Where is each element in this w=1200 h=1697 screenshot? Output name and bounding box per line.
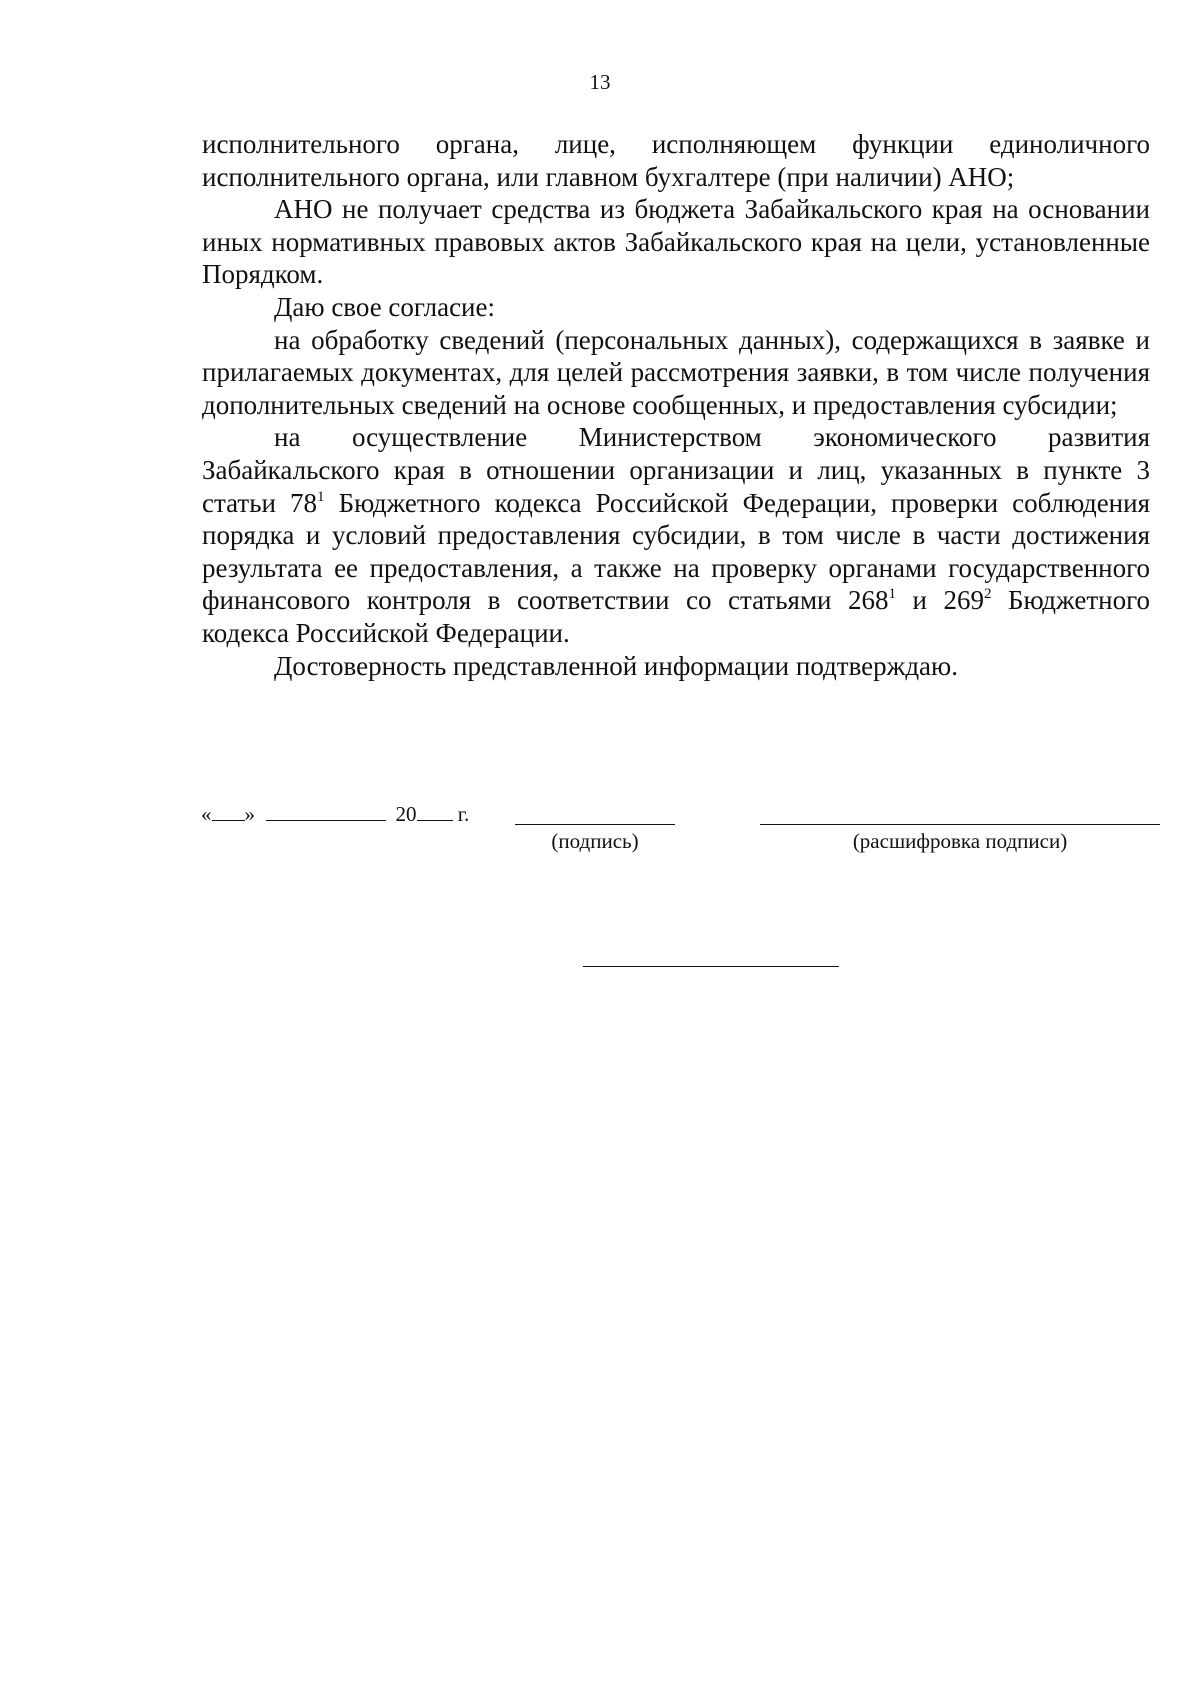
signature-line[interactable]	[515, 824, 675, 825]
year-suffix: г.	[452, 802, 470, 826]
paragraph-confirmation: Достоверность представленной информации подтверждаю.	[274, 650, 958, 681]
document-body	[202, 128, 1150, 682]
paragraph-consent-personal-data: на обработку сведений (персональных данных), содержащихся в заявке и прилагаемых документах, для целей рассмотрения заявки, в том числе получения дополнительных сведений на основе сообщенных, и предоставления субсидии;	[202, 324, 1150, 420]
paragraph-no-budget-funds: АНО не получает средства из бюджета Забайкальского края на основании иных нормативных правовых актов Забайкальского края на цели, установленные Порядком.	[202, 194, 1150, 290]
signature-caption: (подпись)	[551, 829, 639, 853]
open-quote: «	[201, 802, 212, 826]
close-quote: »	[244, 802, 255, 826]
year-blank[interactable]	[417, 801, 453, 821]
page-number: 13	[589, 70, 611, 94]
consent-text-part-1: на осуществление Министерством экономического развития Забайкальского края в отношении организации и лиц, указанных в пункте 3 статьи 78	[202, 422, 1150, 518]
year-prefix: 20	[395, 802, 417, 826]
month-blank[interactable]	[266, 801, 386, 821]
superscript-article-78: 1	[317, 488, 325, 505]
signature-decoding-caption: (расшифровка подписи)	[852, 829, 1068, 853]
paragraph-executive-organ: исполнительного органа, лице, исполняющем функции единоличного исполнительного органа, или главном бухгалтере (при наличии) АНО;	[202, 129, 1150, 192]
consent-text-part-2: Бюджетного кодекса Российской Федерации, проверки соблюдения порядка и условий предоставления субсидии, в том числе в части достижения результата ее предоставления, а также на проверку органами государственного финансового контроля в соответствии со статьями 268	[202, 487, 1150, 616]
consent-text-part-3: и 269	[896, 585, 984, 616]
day-blank[interactable]	[212, 801, 245, 821]
document-end-separator	[583, 966, 839, 967]
signature-decoding-line[interactable]	[760, 824, 1160, 825]
superscript-article-269: 2	[983, 586, 992, 603]
superscript-article-268: 1	[888, 586, 896, 603]
paragraph-consent-inspection	[202, 421, 1150, 649]
paragraph-consent-heading: Даю свое согласие:	[274, 291, 495, 322]
consent-text-part-4: Бюджетного кодекса Российской Федерации.	[202, 585, 1150, 648]
date-field[interactable]	[201, 801, 469, 826]
